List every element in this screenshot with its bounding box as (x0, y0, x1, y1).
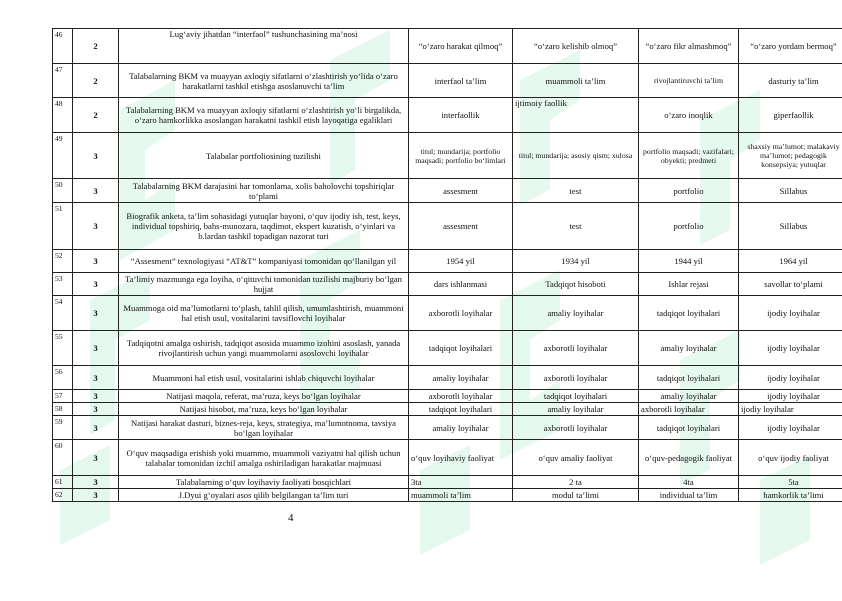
answer-a: axborotli loyihalar (409, 296, 513, 331)
table-row (53, 440, 842, 476)
row-number: 62 (53, 489, 73, 502)
question-text: Talabalarning BKM va muayyan axloqiy sifatlarni o‘zlashtirish yo‘li birgalikda, o‘zaro hamkorlikka asoslangan harakatni tashkil etish layoqatiga egaliklari (119, 98, 409, 133)
table-row (53, 64, 842, 98)
table-row (53, 296, 842, 331)
answer-a: dars ishlanmasi (409, 273, 513, 296)
row-number: 60 (53, 440, 73, 476)
answer-c: “o‘zaro fikr almashmoq” (639, 29, 739, 64)
question-text: Biografik anketa, ta’lim sohasidagi yutuqlar bayoni, o‘quv ijodiy ish, test, keys, individual topshiriq, bahs-munozara, taqdimot, ekspert kuzatish, o‘yinlari va b.lardan tashkil topadigan nazorat turi (119, 203, 409, 250)
difficulty-level: 3 (73, 273, 119, 296)
answer-a: assesment (409, 203, 513, 250)
difficulty-level: 2 (73, 29, 119, 64)
answer-b: tadqiqot loyihalari (513, 390, 639, 403)
answer-c: 1944 yil (639, 250, 739, 273)
answer-a: tadqiqot loyihalari (409, 331, 513, 366)
test-questions-table (52, 28, 842, 502)
answer-c: o‘quv-pedagogik faoliyat (639, 440, 739, 476)
answer-c: tadqiqot loyihalari (639, 296, 739, 331)
table-row (53, 250, 842, 273)
answer-d: shaxsiy ma’lumot; malakaviy ma’lumot; pedagogik konsepsiya; yutuqlar (739, 133, 842, 179)
answer-c: axborotli loyihalar (639, 403, 739, 416)
answer-b: modul ta’limi (513, 489, 639, 502)
answer-c: 4ta (639, 476, 739, 489)
table-row (53, 390, 842, 403)
question-text: Talabalarning BKM darajasini har tomonlama, xolis baholovchi topshiriqlar to‘plami (119, 179, 409, 203)
answer-b: axborotli loyihalar (513, 331, 639, 366)
answer-b: 1934 yil (513, 250, 639, 273)
table-row (53, 98, 842, 133)
difficulty-level: 3 (73, 179, 119, 203)
answer-a: 1954 yil (409, 250, 513, 273)
row-number: 59 (53, 416, 73, 440)
difficulty-level: 3 (73, 296, 119, 331)
difficulty-level: 2 (73, 64, 119, 98)
table-row (53, 203, 842, 250)
answer-b: amaliy loyihalar (513, 296, 639, 331)
answer-d: ijodiy loyihalar (739, 403, 842, 416)
answer-c: portfolio (639, 203, 739, 250)
answer-a: interfaollik (409, 98, 513, 133)
answer-d: savollar to‘plami (739, 273, 842, 296)
question-text: Muammoni hal etish usul, vositalarini ishlab chiquvchi loyihalar (119, 366, 409, 390)
answer-c: tadqiqot loyihalari (639, 416, 739, 440)
answer-d: 5ta (739, 476, 842, 489)
question-text: Muammoga oid ma’lumotlarni to‘plash, tahlil qilish, umumlashtirish, muammoni hal etish usul, vositalarini tavsiflovchi loyihalar (119, 296, 409, 331)
question-text: O‘quv maqsadiga erishish yoki muammo, muammoli vaziyatni hal qilish uchun talabalar tomonidan izchil amalga oshiriladigan harakatlar majmuasi (119, 440, 409, 476)
table-row (53, 476, 842, 489)
answer-b: titul; mundarija; asosiy qism; xulosa (513, 133, 639, 179)
page-number: 4 (288, 512, 294, 524)
row-number: 56 (53, 366, 73, 390)
row-number: 58 (53, 403, 73, 416)
answer-d: ijodiy loyihalar (739, 296, 842, 331)
table-row (53, 29, 842, 64)
question-text: Tadqiqotni amalga oshirish, tadqiqot asosida muammo izohini asoslash, yanada rivojlantirish uchun yangi muammolarni asoslovchi loyihalar (119, 331, 409, 366)
answer-d: 1964 yil (739, 250, 842, 273)
question-text: “Assesment” texnologiyasi “AT&T” kompaniyasi tomonidan qo‘llanilgan yil (119, 250, 409, 273)
row-number: 55 (53, 331, 73, 366)
question-text: Talabalar portfoliosining tuzilishi (119, 133, 409, 179)
answer-c: amaliy loyihalar (639, 331, 739, 366)
row-number: 53 (53, 273, 73, 296)
answer-d: “o‘zaro yordam bermoq” (739, 29, 842, 64)
answer-b: amaliy loyihalar (513, 403, 639, 416)
row-number: 51 (53, 203, 73, 250)
difficulty-level: 3 (73, 203, 119, 250)
answer-d: hamkorlik ta’limi (739, 489, 842, 502)
answer-b: axborotli loyihalar (513, 366, 639, 390)
answer-d: giperfaollik (739, 98, 842, 133)
question-text: Natijasi maqola, referat, ma’ruza, keys bo‘lgan loyihalar (119, 390, 409, 403)
answer-a: titul; mundarija; portfolio maqsadi; portfolio bo‘limlari (409, 133, 513, 179)
difficulty-level: 3 (73, 489, 119, 502)
row-number: 50 (53, 179, 73, 203)
answer-d: o‘quv ijodiy faoliyat (739, 440, 842, 476)
row-number: 48 (53, 98, 73, 133)
table-row (53, 416, 842, 440)
difficulty-level: 3 (73, 440, 119, 476)
answer-a: o‘quv loyihaviy faoliyat (409, 440, 513, 476)
answer-a: “o‘zaro harakat qilmoq” (409, 29, 513, 64)
difficulty-level: 3 (73, 331, 119, 366)
table-row (53, 133, 842, 179)
answer-d: Sillabus (739, 203, 842, 250)
table-row (53, 366, 842, 390)
difficulty-level: 3 (73, 390, 119, 403)
answer-d: ijodiy loyihalar (739, 390, 842, 403)
answer-a: muammoli ta’lim (409, 489, 513, 502)
answer-d: Sillabus (739, 179, 842, 203)
table-body (53, 29, 842, 502)
difficulty-level: 2 (73, 98, 119, 133)
answer-c: individual ta’lim (639, 489, 739, 502)
row-number: 47 (53, 64, 73, 98)
answer-d: ijodiy loyihalar (739, 366, 842, 390)
answer-a: assesment (409, 179, 513, 203)
answer-b: Tadqiqot hisoboti (513, 273, 639, 296)
answer-b: “o‘zaro kelishib olmoq” (513, 29, 639, 64)
answer-b: o‘quv amaliy faoliyat (513, 440, 639, 476)
difficulty-level: 3 (73, 416, 119, 440)
row-number: 57 (53, 390, 73, 403)
answer-c: rivojlantiruvchi ta’lim (639, 64, 739, 98)
difficulty-level: 3 (73, 133, 119, 179)
table-row (53, 489, 842, 502)
question-text: J.Dyui g‘oyalari asos qilib belgilangan ta’lim turi (119, 489, 409, 502)
difficulty-level: 3 (73, 403, 119, 416)
answer-c: portfolio maqsadi; vazifalari; obyekti; predmeti (639, 133, 739, 179)
answer-d: ijodiy loyihalar (739, 416, 842, 440)
table-row (53, 179, 842, 203)
row-number: 52 (53, 250, 73, 273)
answer-b: test (513, 179, 639, 203)
question-text: Talabalarning o‘quv loyihaviy faoliyati bosqichlari (119, 476, 409, 489)
answer-a: interfaol ta’lim (409, 64, 513, 98)
question-text: Natijasi hisobot, ma’ruza, keys bo‘lgan loyihalar (119, 403, 409, 416)
answer-a: 3ta (409, 476, 513, 489)
row-number: 49 (53, 133, 73, 179)
answer-a: tadqiqot loyihalari (409, 403, 513, 416)
table-row (53, 403, 842, 416)
answer-c: o‘zaro inoqlik (639, 98, 739, 133)
answer-b: 2 ta (513, 476, 639, 489)
row-number: 46 (53, 29, 73, 64)
answer-c: portfolio (639, 179, 739, 203)
question-text: Lug‘aviy jihatdan “interfaol” tushunchasining ma’nosi (119, 29, 409, 64)
row-number: 54 (53, 296, 73, 331)
answer-b: test (513, 203, 639, 250)
difficulty-level: 3 (73, 250, 119, 273)
answer-c: tadqiqot loyihalari (639, 366, 739, 390)
row-number: 61 (53, 476, 73, 489)
difficulty-level: 3 (73, 476, 119, 489)
answer-b: axborotli loyihalar (513, 416, 639, 440)
answer-a: axborotli loyihalar (409, 390, 513, 403)
answer-c: Ishlar rejasi (639, 273, 739, 296)
question-text: Ta’limiy mazmunga ega loyiha, o‘qituvchi tomonidan tuzilishi majburiy bo‘lgan hujjat (119, 273, 409, 296)
answer-c: amaliy loyihalar (639, 390, 739, 403)
answer-a: amaliy loyihalar (409, 416, 513, 440)
answer-d: dasturiy ta’lim (739, 64, 842, 98)
question-text: Natijasi harakat dasturi, biznes-reja, keys, strategiya, ma’lumotnoma, tavsiya bo‘lgan loyihalar (119, 416, 409, 440)
table-row (53, 331, 842, 366)
answer-a: amaliy loyihalar (409, 366, 513, 390)
answer-b: ijtimoiy faollik (513, 98, 639, 133)
question-text: Talabalarning BKM va muayyan axloqiy sifatlarni o‘zlashtirish yo‘lida o‘zaro harakatlarni tashkil etishga asoslanuvchi ta’lim (119, 64, 409, 98)
table-row (53, 273, 842, 296)
difficulty-level: 3 (73, 366, 119, 390)
answer-d: ijodiy loyihalar (739, 331, 842, 366)
answer-b: muammoli ta’lim (513, 64, 639, 98)
